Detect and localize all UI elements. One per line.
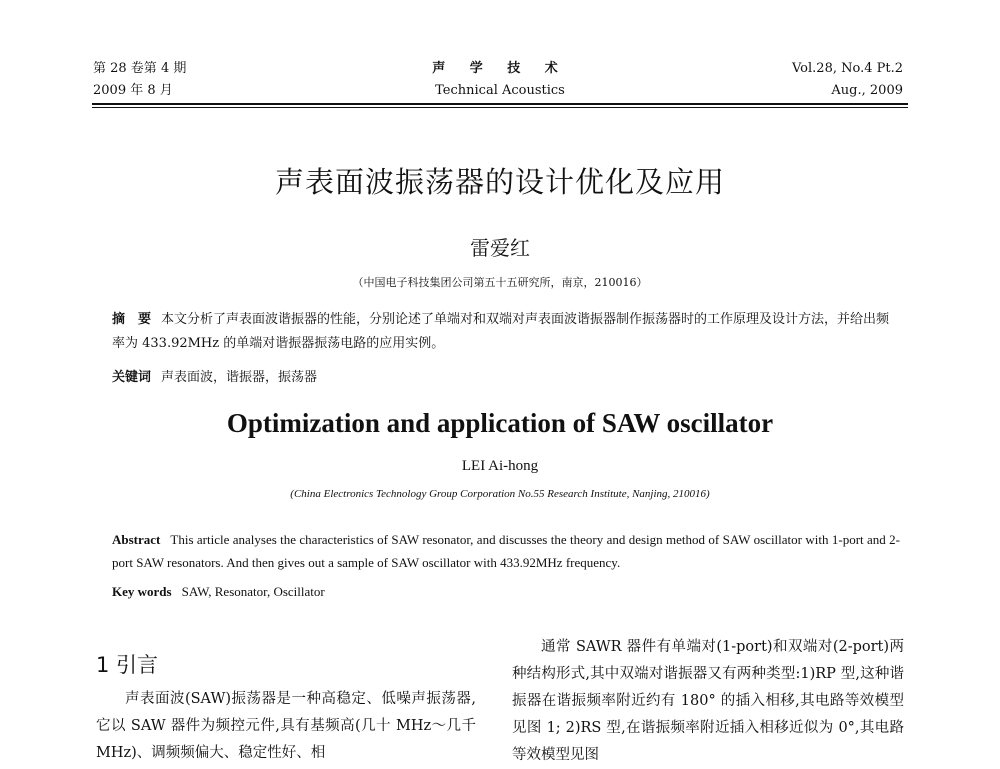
paper-title-cn: 声表面波振荡器的设计优化及应用 [274, 165, 725, 199]
header-vol-no: Vol.28, No.4 Pt.2 [791, 61, 903, 76]
abstract-en-text: This article analyses the characteristics of SAW resonator, and discusses the theory and design method of SAW oscillator with 1-port and 2-port SAW resonators. And then gives out a sample of SAW oscillator with 433.92MHz frequency. [112, 532, 900, 570]
keywords-en [112, 580, 900, 603]
header-volume-en [792, 58, 903, 102]
abstract-cn-text: 本文分析了声表面波谐振器的性能，分别论述了单端对和双端对声表面波谐振器制作振荡器时的工作原理及设计方法，并给出频率为 433.92MHz 的单端对谐振器振荡电路的应用实例。 [112, 312, 890, 351]
header-volume: 第 28 卷第 4 期 [93, 61, 187, 76]
author-cn: 雷爱红 [470, 236, 530, 260]
header-date-cn: 2009 年 8 月 [93, 83, 173, 98]
section-heading-introduction: 1 引言 [96, 653, 159, 677]
header-rule-thin [92, 107, 908, 108]
header-date-en: Aug., 2009 [831, 83, 903, 98]
keywords-cn-text: 声表面波，谐振器，振荡器 [161, 370, 318, 385]
abstract-cn-label: 摘 要 [112, 312, 152, 327]
author-en: LEI Ai-hong [461, 458, 539, 474]
abstract-en-label: Abstract [112, 532, 161, 547]
body-column-left [96, 634, 476, 767]
keywords-cn [112, 366, 902, 390]
keywords-cn-label: 关键词 [112, 370, 152, 385]
abstract-en [112, 528, 900, 574]
keywords-en-text: SAW, Resonator, Oscillator [181, 584, 325, 599]
header-journal-cn: 声 学 技 术 [432, 61, 568, 76]
affiliation-cn: （中国电子科技集团公司第五十五研究所，南京，210016） [352, 276, 648, 289]
body-paragraph-right: 通常 SAWR 器件有单端对(1-port)和双端对(2-port)两种结构形式,其中双端对谐振器又有两种类型:1)RP 型,这种谐振器在谐振频率附近约有 180° 的插入相移,其电路等效模型见图 1; 2)RS 型,在谐振频率附近插入相移近似为 0°,其电路等效模型见图 [512, 639, 904, 763]
body-paragraph-left: 声表面波(SAW)振荡器是一种高稳定、低噪声振荡器,它以 SAW 器件为频控元件,具有基频高(几十 MHz～几千 MHz)、调频频偏大、稳定性好、相 [96, 691, 476, 761]
header-journal-en: Technical Acoustics [435, 83, 565, 98]
affiliation-en: (China Electronics Technology Group Corporation No.55 Research Institute, Nanjing, 210016) [290, 488, 710, 500]
keywords-en-label: Key words [112, 584, 172, 599]
body-column-right [512, 634, 904, 769]
paper-title-en: Optimization and application of SAW oscillator [226, 408, 774, 438]
header-rule-thick [92, 103, 908, 105]
abstract-cn [112, 308, 902, 356]
